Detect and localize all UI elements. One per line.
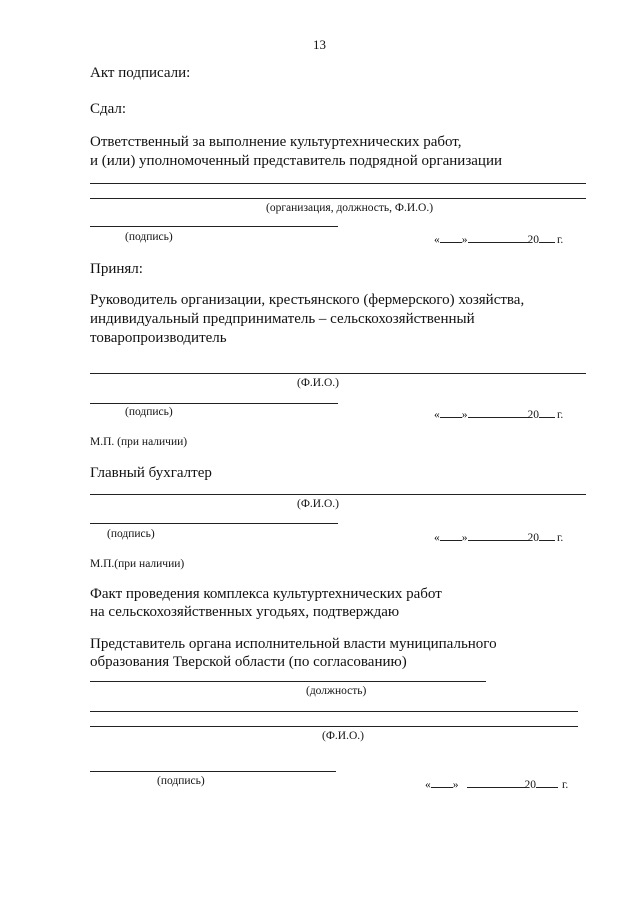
date-open-quote: «	[425, 779, 431, 791]
accepted-title: Принял:	[90, 261, 143, 277]
accepted-signature-line[interactable]	[90, 403, 338, 404]
date-day-blank[interactable]	[440, 232, 462, 243]
accepted-signature-caption: (подпись)	[125, 406, 173, 418]
accountant-signature-line[interactable]	[90, 523, 338, 524]
representative-position-line[interactable]	[90, 681, 486, 682]
confirmation-line-1: Факт проведения комплекса культуртехнических работ	[90, 586, 442, 602]
accepted-fio-line[interactable]	[90, 373, 586, 374]
date-year-suffix: г.	[557, 532, 564, 544]
date-month-blank[interactable]	[468, 530, 528, 541]
date-year-suffix: г.	[562, 779, 569, 791]
accountant-stamp-note: М.П.(при наличии)	[90, 558, 185, 570]
accountant-fio-caption: (Ф.И.О.)	[297, 498, 339, 510]
date-day-blank[interactable]	[440, 530, 462, 541]
representative-date-field[interactable]	[425, 777, 568, 792]
date-day-blank[interactable]	[431, 777, 453, 788]
date-month-blank[interactable]	[468, 407, 528, 418]
accountant-title: Главный бухгалтер	[90, 465, 212, 481]
date-open-quote: «	[434, 234, 440, 246]
date-year-blank[interactable]	[539, 530, 555, 541]
handed-org-blank-line-2[interactable]	[90, 198, 586, 199]
confirmation-line-2: на сельскохозяйственных угодьях, подтверждаю	[90, 604, 400, 620]
accountant-date-field[interactable]	[434, 530, 563, 545]
page-number: 13	[313, 37, 326, 52]
date-close-quote: »	[452, 779, 459, 791]
date-open-quote: «	[434, 532, 440, 544]
accountant-fio-line[interactable]	[90, 494, 586, 495]
date-close-quote: »	[461, 234, 468, 246]
handed-signature-caption: (подпись)	[125, 231, 173, 243]
accountant-signature-caption: (подпись)	[107, 528, 155, 540]
date-day-blank[interactable]	[440, 407, 462, 418]
representative-signature-caption: (подпись)	[157, 775, 205, 787]
representative-fio-blank-line-1[interactable]	[90, 711, 578, 712]
accepted-role-line-1: Руководитель организации, крестьянского (фермерского) хозяйства,	[90, 292, 525, 308]
date-year-prefix: 20	[527, 409, 539, 421]
date-year-prefix: 20	[524, 779, 536, 791]
date-year-prefix: 20	[527, 234, 539, 246]
accepted-stamp-note: М.П. (при наличии)	[90, 436, 188, 448]
handed-title: Сдал:	[90, 101, 127, 117]
representative-fio-blank-line-2[interactable]	[90, 726, 578, 727]
handed-org-caption: (организация, должность, Ф.И.О.)	[266, 202, 434, 214]
representative-fio-caption: (Ф.И.О.)	[322, 730, 364, 742]
accepted-role-line-3: товаропроизводитель	[90, 330, 227, 346]
accepted-role-line-2: индивидуальный предприниматель – сельскохозяйственный	[90, 311, 475, 327]
date-year-blank[interactable]	[539, 407, 555, 418]
date-close-quote: »	[461, 409, 468, 421]
representative-line-1: Представитель органа исполнительной власти муниципального	[90, 636, 497, 652]
handed-signature-line[interactable]	[90, 226, 338, 227]
handed-role-line-1: Ответственный за выполнение культуртехнических работ,	[90, 134, 462, 150]
date-month-blank[interactable]	[468, 232, 528, 243]
date-year-suffix: г.	[557, 234, 564, 246]
date-month-blank[interactable]	[467, 777, 525, 788]
act-signed-heading: Акт подписали:	[90, 65, 191, 81]
representative-signature-line[interactable]	[90, 771, 336, 772]
date-close-quote: »	[461, 532, 468, 544]
date-year-blank[interactable]	[536, 777, 558, 788]
date-year-suffix: г.	[557, 409, 564, 421]
date-year-blank[interactable]	[539, 232, 555, 243]
handed-org-blank-line-1[interactable]	[90, 183, 586, 184]
accepted-fio-caption: (Ф.И.О.)	[297, 377, 339, 389]
accepted-date-field[interactable]	[434, 407, 563, 422]
handed-date-field[interactable]	[434, 232, 563, 247]
representative-line-2: образования Тверской области (по согласованию)	[90, 654, 407, 670]
date-open-quote: «	[434, 409, 440, 421]
representative-position-caption: (должность)	[306, 685, 367, 697]
date-year-prefix: 20	[527, 532, 539, 544]
handed-role-line-2: и (или) уполномоченный представитель подрядной организации	[90, 153, 502, 169]
